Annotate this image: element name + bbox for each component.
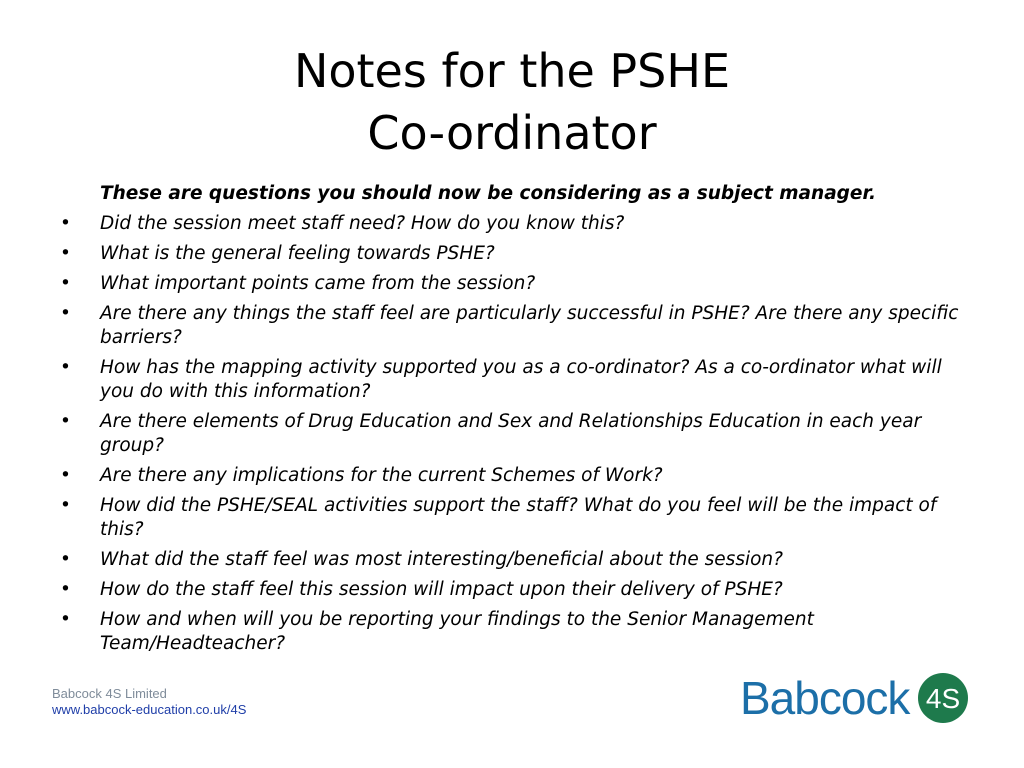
list-item-text: How do the staff feel this session will impact upon their delivery of PSHE?: [100, 579, 783, 600]
bullet-icon: •: [60, 273, 71, 294]
question-list: [56, 212, 966, 656]
bullet-icon: •: [60, 213, 71, 234]
logo-wordmark: Babcock: [740, 672, 910, 724]
intro-text: These are questions you should now be considering as a subject manager.: [100, 183, 876, 204]
slide-content: [56, 182, 966, 662]
list-item: [56, 578, 966, 602]
bullet-icon: •: [60, 303, 71, 324]
bullet-icon: •: [60, 609, 71, 630]
list-item-text: How did the PSHE/SEAL activities support the staff? What do you feel will be the impact of this?: [100, 495, 937, 540]
logo-4s-icon: [917, 672, 969, 724]
list-item-text: Are there any implications for the current Schemes of Work?: [100, 465, 663, 486]
footer-company: Babcock 4S Limited: [52, 686, 167, 701]
bullet-icon: •: [60, 549, 71, 570]
bullet-icon: •: [60, 357, 71, 378]
footer-url-link[interactable]: www.babcock-education.co.uk/4S: [52, 702, 247, 717]
bullet-icon: •: [60, 243, 71, 264]
list-item: [56, 212, 966, 236]
list-item-text: Did the session meet staff need? How do you know this?: [100, 213, 625, 234]
bullet-icon: •: [60, 465, 71, 486]
list-item-text: Are there elements of Drug Education and Sex and Relationships Education in each year group?: [100, 411, 922, 456]
list-item: [56, 608, 966, 656]
list-item: [56, 302, 966, 350]
list-item: [56, 272, 966, 296]
list-item: [56, 410, 966, 458]
list-item-text: How and when will you be reporting your findings to the Senior Management Team/Headteacher?: [100, 609, 814, 654]
list-item: [56, 494, 966, 542]
footer: [52, 686, 246, 718]
list-item-text: How has the mapping activity supported you as a co-ordinator? As a co-ordinator what will you do with this information?: [100, 357, 942, 402]
list-item-text: Are there any things the staff feel are particularly successful in PSHE? Are there any specific barriers?: [100, 303, 959, 348]
list-item: [56, 242, 966, 266]
list-item: [56, 464, 966, 488]
bullet-icon: •: [60, 495, 71, 516]
list-item-text: What important points came from the session?: [100, 273, 536, 294]
slide-title-line-1: Notes for the PSHE: [293, 44, 731, 98]
list-item-text: What did the staff feel was most interesting/beneficial about the session?: [100, 549, 783, 570]
bullet-icon: •: [60, 579, 71, 600]
logo-mark-text: 4S: [926, 683, 961, 714]
babcock-4s-logo: [740, 670, 969, 726]
slide-title-line-2: Co-ordinator: [367, 106, 657, 160]
bullet-icon: •: [60, 411, 71, 432]
list-item: [56, 548, 966, 572]
slide-title: [0, 40, 1024, 164]
list-item: [56, 356, 966, 404]
list-item-text: What is the general feeling towards PSHE?: [100, 243, 495, 264]
